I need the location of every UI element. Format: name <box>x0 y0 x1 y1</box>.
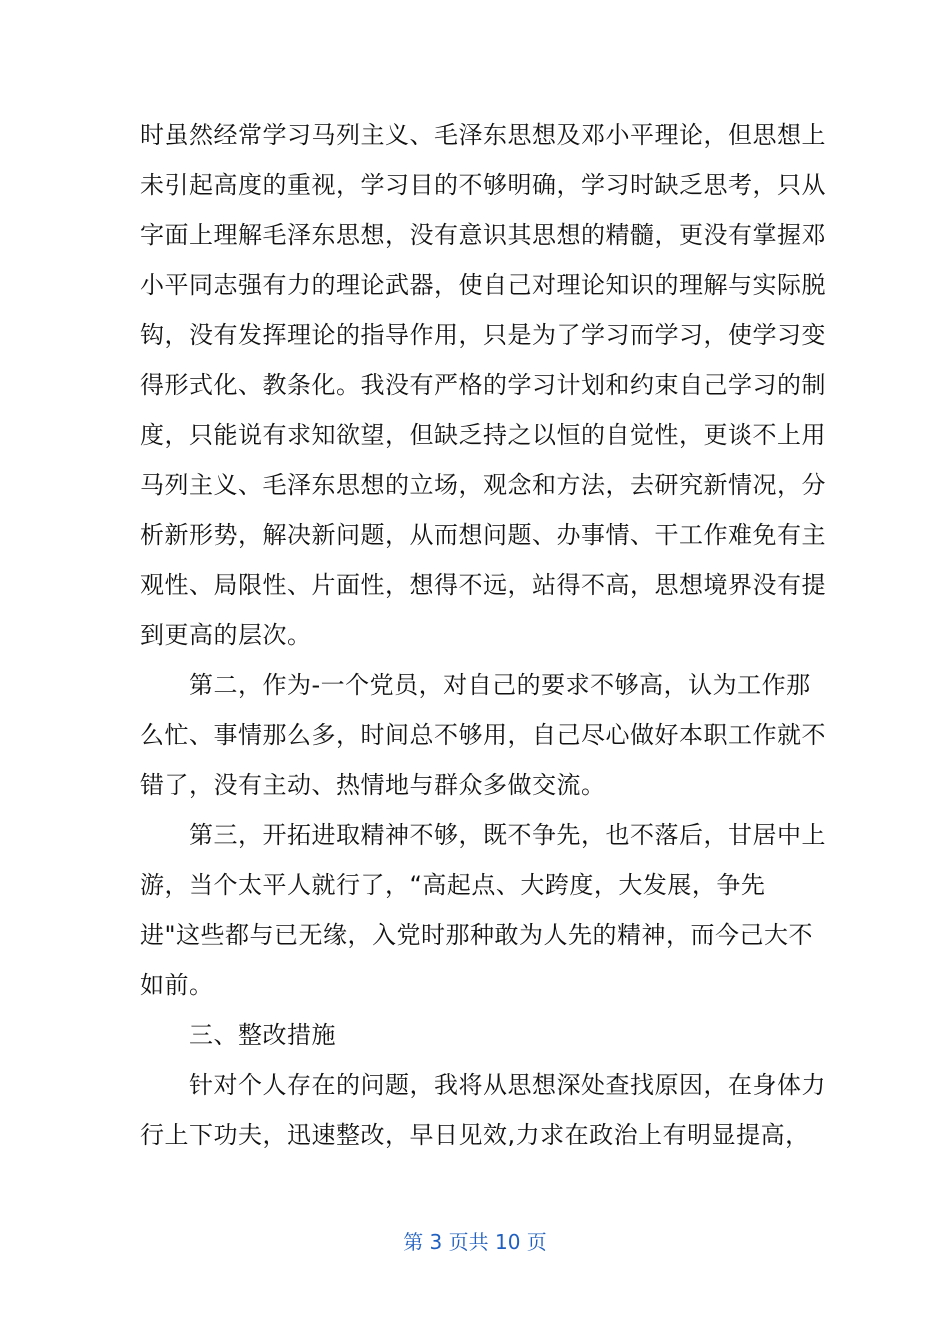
body-text <box>140 110 826 1160</box>
text-line: 得形式化、教条化。我没有严格的学习计划和约束自己学习的制 <box>140 371 826 399</box>
text-line: 小平同志强有力的理论武器，使自己对理论知识的理解与实际脱 <box>140 271 826 299</box>
text-line: 第二，作为-一个党员，对自己的要求不够高，认为工作那 <box>140 671 811 699</box>
text-line: 时虽然经常学习马列主义、毛泽东思想及邓小平理论，但思想上 <box>140 121 826 149</box>
text-line: 字面上理解毛泽东思想，没有意识其思想的精髓，更没有掌握邓 <box>140 221 826 249</box>
text-line: 度，只能说有求知欲望，但缺乏持之以恒的自觉性，更谈不上用 <box>140 421 826 449</box>
text-line: 未引起高度的重视，学习目的不够明确，学习时缺乏思考，只从 <box>140 171 826 199</box>
text-line: 针对个人存在的问题，我将从思想深处查找原因，在身体力 <box>140 1071 826 1099</box>
section-heading: 三、整改措施 <box>140 1021 336 1049</box>
text-line: 如前。 <box>140 971 214 999</box>
text-line: 么忙、事情那么多，时间总不够用，自己尽心做好本职工作就不 <box>140 721 826 749</box>
text-line: 第三，开拓进取精神不够，既不争先，也不落后，甘居中上 <box>140 821 826 849</box>
text-line: 游，当个太平人就行了，“高起点、大跨度，大发展，争先 <box>140 871 766 899</box>
text-line: 钩，没有发挥理论的指导作用，只是为了学习而学习，使学习变 <box>140 321 826 349</box>
text-line: 到更高的层次。 <box>140 621 312 649</box>
text-line: 错了，没有主动、热情地与群众多做交流。 <box>140 771 606 799</box>
text-line: 马列主义、毛泽东思想的立场，观念和方法，去研究新情况，分 <box>140 471 826 499</box>
text-line: 行上下功夫，迅速整改，早日见效,力求在政治上有明显提高， <box>140 1121 810 1149</box>
text-line: 析新形势，解决新问题，从而想问题、办事情、干工作难免有主 <box>140 521 826 549</box>
text-line: 观性、局限性、片面性，想得不远，站得不高，思想境界没有提 <box>140 571 826 599</box>
page-number-footer: 第 3 页共 10 页 <box>403 1230 547 1254</box>
text-line: 进"这些都与已无缘，入党时那种敢为人先的精神，而今己大不 <box>140 921 814 949</box>
